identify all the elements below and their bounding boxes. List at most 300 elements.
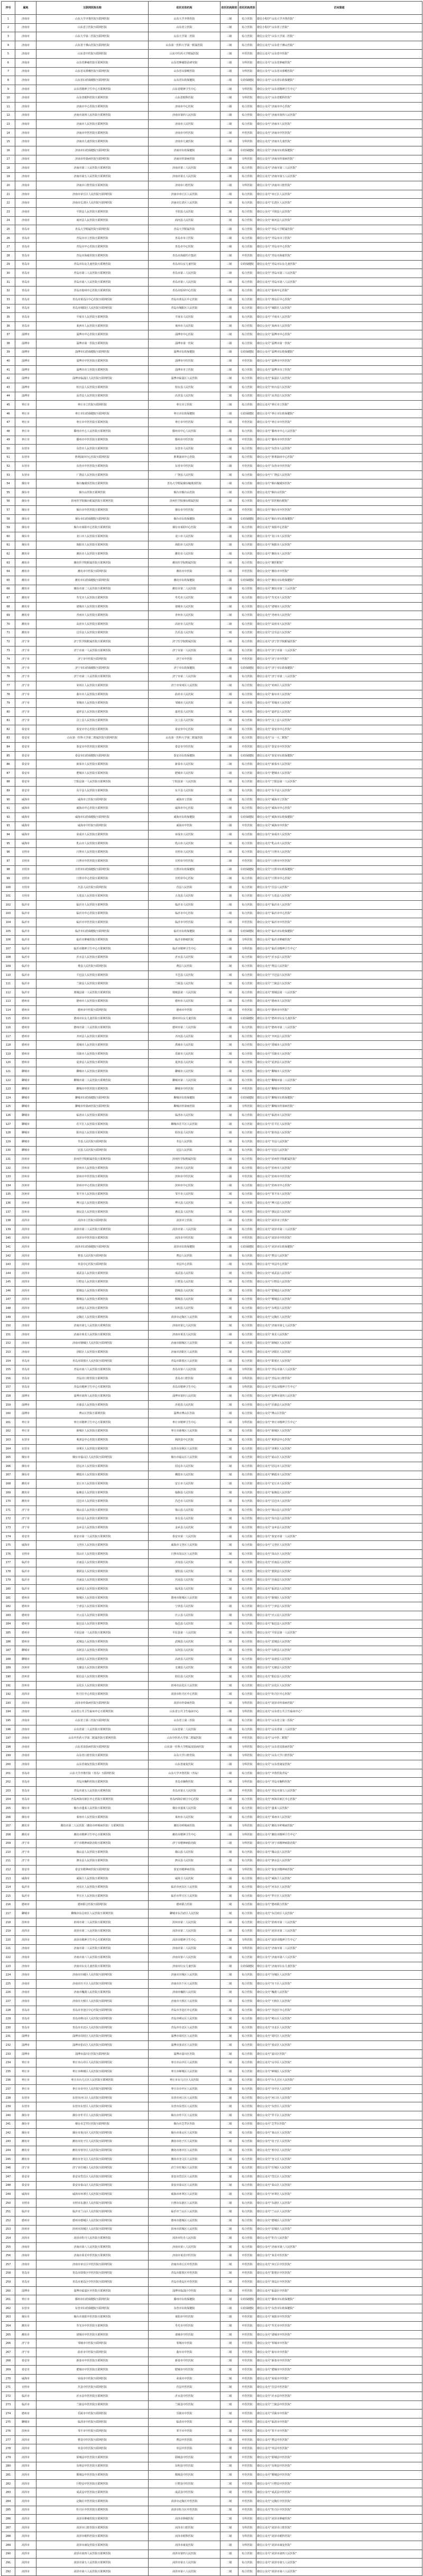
row-internet-hospital: 济南市槐荫人民医院互联网医院 bbox=[36, 1988, 149, 1997]
row-host-institution: 德州市中医院 bbox=[149, 1006, 220, 1015]
row-internet-hospital: 临沂市精神卫生中心互联网医院 bbox=[36, 944, 149, 953]
row-index: 88 bbox=[2, 778, 15, 787]
row-category: 综合医院 bbox=[238, 1716, 256, 1725]
row-index: 68 bbox=[2, 602, 15, 611]
row-category: 妇幼保健院 bbox=[238, 146, 256, 155]
row-level: 二级 bbox=[220, 980, 238, 989]
row-host-institution: 济南市章丘区人民医院 bbox=[149, 190, 220, 199]
row-category: 综合医院 bbox=[238, 1532, 256, 1541]
row-level: 三级 bbox=[220, 2304, 238, 2313]
row-access-channel: 微信公众号“黄岛区中心医院” bbox=[256, 296, 422, 304]
row-host-institution: 济南市长清区人民医院 bbox=[149, 199, 220, 208]
row-index: 277 bbox=[2, 2435, 15, 2444]
row-level: 二级 bbox=[220, 2418, 238, 2427]
row-host-institution: 青岛市中心医院 bbox=[149, 243, 220, 252]
row-access-channel: 微信公众号“夏津县人民医院” bbox=[256, 1058, 422, 1067]
table-row bbox=[2, 594, 422, 603]
row-access-channel: 微信公众号“山东省妇幼保健院” bbox=[256, 76, 422, 85]
row-internet-hospital: 济宁市任城区人民医院互联网医院 bbox=[36, 2164, 149, 2173]
row-access-channel: 微信公众号“历下区人民医院” bbox=[256, 1980, 422, 1989]
row-region: 潍坊市 bbox=[15, 602, 36, 611]
row-category: 综合医院 bbox=[238, 1313, 256, 1322]
row-category: 专科医院 bbox=[238, 944, 256, 953]
row-internet-hospital: 德州市中医院互联网医院 bbox=[36, 1006, 149, 1015]
row-category: 综合医院 bbox=[238, 497, 256, 506]
row-category: 综合医院 bbox=[238, 585, 256, 594]
row-access-channel: 微信公众号“博兴县人民医院” bbox=[256, 1199, 422, 1208]
table-row bbox=[2, 365, 422, 374]
row-internet-hospital: 济南市莱芜中医医院互联网医院 bbox=[36, 2251, 149, 2260]
row-index: 107 bbox=[2, 944, 15, 953]
row-host-institution: 德州市第二人民医院 bbox=[149, 1023, 220, 1032]
row-region: 枣庄市 bbox=[15, 418, 36, 427]
table-row bbox=[2, 602, 422, 611]
row-region: 日照市 bbox=[15, 874, 36, 883]
row-level: 二级 bbox=[220, 839, 238, 848]
row-index: 250 bbox=[2, 2199, 15, 2208]
table-row bbox=[2, 2462, 422, 2471]
row-access-channel: 微信公众号“沂源县人民医院” bbox=[256, 1400, 422, 1409]
row-host-institution: 济南市槐荫人民医院 bbox=[149, 1988, 220, 1997]
row-category: 综合医院 bbox=[238, 1883, 256, 1892]
row-region: 潍坊市 bbox=[15, 2330, 36, 2339]
row-internet-hospital: 五莲县人民医院互联网医院 bbox=[36, 892, 149, 901]
table-row bbox=[2, 1269, 422, 1278]
row-host-institution: 滕州市妇幼保健院 bbox=[149, 2295, 220, 2304]
table-body bbox=[2, 15, 422, 2576]
row-internet-hospital: 博山区医院互联网医院 bbox=[36, 1409, 149, 1418]
table-row bbox=[2, 743, 422, 752]
row-level: 三级 bbox=[220, 1866, 238, 1875]
row-access-channel: 微信公众号“曲阜市人民医院” bbox=[256, 690, 422, 699]
row-access-channel: 微信公众号“滕州市中医医院” bbox=[256, 436, 422, 445]
row-level: 三级 bbox=[220, 1076, 238, 1085]
row-level: 三级 bbox=[220, 365, 238, 374]
row-level: 三级 bbox=[220, 85, 238, 94]
row-host-institution: 泰安市精神病医院 bbox=[149, 1866, 220, 1875]
row-region: 烟台市 bbox=[15, 2129, 36, 2138]
row-index: 60 bbox=[2, 532, 15, 541]
row-internet-hospital: 垦利区人民医院互联网医院 bbox=[36, 1444, 149, 1453]
row-access-channel: 微信公众号“东港区人民医院” bbox=[256, 2199, 422, 2208]
row-internet-hospital: 枣庄市妇幼保健院互联网医院 bbox=[36, 409, 149, 418]
row-index: 139 bbox=[2, 1225, 15, 1234]
row-internet-hospital: 青岛市崂山区人民医院互联网医院 bbox=[36, 2015, 149, 2024]
row-index: 148 bbox=[2, 1304, 15, 1313]
row-category: 综合医院 bbox=[238, 1646, 256, 1655]
row-access-channel: 微信公众号“莱阳市中医医院” bbox=[256, 2313, 422, 2322]
row-internet-hospital: 菏泽市立医院互联网医院 bbox=[36, 1216, 149, 1225]
table-row bbox=[2, 1181, 422, 1190]
table-row bbox=[2, 374, 422, 383]
row-region: 日照市 bbox=[15, 2199, 36, 2208]
row-level: 二级 bbox=[220, 2049, 238, 2058]
row-host-institution: 青岛市胸科医院 bbox=[149, 1778, 220, 1787]
row-level: 二级 bbox=[220, 2550, 238, 2559]
row-host-institution: 德州市人民医院 bbox=[149, 997, 220, 1006]
row-category: 妇幼保健院 bbox=[238, 2304, 256, 2313]
row-host-institution: 日照市中心医院 bbox=[149, 874, 220, 883]
row-index: 256 bbox=[2, 2251, 15, 2260]
table-row bbox=[2, 514, 422, 523]
row-index: 182 bbox=[2, 1602, 15, 1611]
row-host-institution: 威海市妇幼保健院 bbox=[149, 813, 220, 822]
row-level: 二级 bbox=[220, 690, 238, 699]
row-host-institution: 济南市第五人民医院 bbox=[149, 172, 220, 181]
row-index: 264 bbox=[2, 2322, 15, 2331]
row-index: 158 bbox=[2, 1392, 15, 1401]
row-internet-hospital: 青岛市妇女儿童医院互联网医院 bbox=[36, 260, 149, 269]
row-internet-hospital: 临清市人民医院互联网医院 bbox=[36, 1111, 149, 1120]
row-region: 东营市 bbox=[15, 445, 36, 454]
row-host-institution: 山东省第二人民医院 bbox=[149, 1725, 220, 1734]
row-region: 青岛市 bbox=[15, 2006, 36, 2015]
row-region: 日照市 bbox=[15, 1549, 36, 1558]
row-index: 173 bbox=[2, 1524, 15, 1532]
row-index: 241 bbox=[2, 2120, 15, 2129]
row-index: 211 bbox=[2, 1857, 15, 1866]
row-category: 综合医院 bbox=[238, 2164, 256, 2173]
row-level: 三级 bbox=[220, 225, 238, 234]
row-category: 综合医院 bbox=[238, 690, 256, 699]
table-row bbox=[2, 1278, 422, 1287]
row-category: 综合医院 bbox=[238, 769, 256, 778]
row-index: 41 bbox=[2, 365, 15, 374]
row-category: 综合医院 bbox=[238, 41, 256, 50]
row-index: 46 bbox=[2, 409, 15, 418]
row-host-institution: 菏泽市肿瘤医院 bbox=[149, 2515, 220, 2524]
row-category: 专科医院 bbox=[238, 155, 256, 164]
row-internet-hospital: 淄博市中医医院互联网医院 bbox=[36, 357, 149, 366]
row-index: 153 bbox=[2, 1348, 15, 1357]
row-access-channel: 微信公众号“高青县人民医院” bbox=[256, 392, 422, 401]
table-row bbox=[2, 479, 422, 488]
row-internet-hospital: 青岛市城阳区人民医院互联网医院 bbox=[36, 304, 149, 313]
row-access-channel: 微信公众号“东昌府区人民医院” bbox=[256, 1909, 422, 1918]
row-region: 青岛市 bbox=[15, 1356, 36, 1365]
row-access-channel: 微信公众号“单县中心医院” bbox=[256, 1260, 422, 1269]
row-host-institution: 胜利油田中心医院 bbox=[149, 453, 220, 462]
table-row bbox=[2, 1190, 422, 1199]
row-host-institution: 济宁医学院附属医院 bbox=[149, 638, 220, 647]
row-internet-hospital: 肥城市人民医院互联网医院 bbox=[36, 769, 149, 778]
row-host-institution: 菏泽市牡丹人民医院 bbox=[149, 2234, 220, 2243]
row-internet-hospital: 菏泽市精神卫生中心互联网医院 bbox=[36, 1936, 149, 1945]
row-host-institution: 临清市人民医院 bbox=[149, 1111, 220, 1120]
row-host-institution: 菏泽市定陶区中医医院 bbox=[149, 2497, 220, 2506]
row-level: 三级 bbox=[220, 287, 238, 296]
row-internet-hospital: 滨州市第二人民医院互联网医院 bbox=[36, 1918, 149, 1927]
table-row bbox=[2, 383, 422, 392]
row-category: 中医医院 bbox=[238, 2435, 256, 2444]
row-level: 三级 bbox=[220, 348, 238, 357]
row-region: 青岛市 bbox=[15, 1374, 36, 1383]
row-category: 妇幼保健院 bbox=[238, 2295, 256, 2304]
row-access-channel: 微信公众号“福山区人民医院” bbox=[256, 1453, 422, 1462]
row-index: 236 bbox=[2, 2076, 15, 2085]
row-internet-hospital: 高青县人民医院互联网医院 bbox=[36, 392, 149, 401]
row-host-institution: 菏泽市妇幼保健院 bbox=[149, 1243, 220, 1252]
row-internet-hospital: 济南市第六人民医院互联网医院 bbox=[36, 1953, 149, 1962]
row-internet-hospital: 蒙阴县人民医院互联网医院 bbox=[36, 1567, 149, 1576]
row-region: 淄博市 bbox=[15, 2032, 36, 2041]
row-host-institution: 沂水县人民医院 bbox=[149, 953, 220, 962]
row-index: 174 bbox=[2, 1532, 15, 1541]
row-index: 143 bbox=[2, 1260, 15, 1269]
row-host-institution: 海阳市人民医院 bbox=[149, 541, 220, 550]
row-access-channel: 微信公众号“天桥区人民医院” bbox=[256, 1997, 422, 2006]
row-host-institution: 威海市环翠区人民医院 bbox=[149, 2190, 220, 2199]
row-level: 二级 bbox=[220, 2242, 238, 2251]
row-internet-hospital: 青岛市市北区人民医院互联网医院 bbox=[36, 2023, 149, 2032]
row-host-institution: 济南市第四人民医院 bbox=[149, 111, 220, 120]
row-internet-hospital: 威海市妇幼保健院互联网医院 bbox=[36, 813, 149, 822]
row-level: 三级 bbox=[220, 1014, 238, 1023]
row-host-institution: 沂源县人民医院 bbox=[149, 1400, 220, 1409]
row-internet-hospital: 淄博市临淄区中医院互联网医院 bbox=[36, 2286, 149, 2295]
row-level: 二级 bbox=[220, 962, 238, 971]
row-index: 91 bbox=[2, 804, 15, 813]
row-level: 二级 bbox=[220, 2085, 238, 2094]
row-level: 二级 bbox=[220, 1883, 238, 1892]
row-internet-hospital: 沾化区人民医院互联网医院 bbox=[36, 1681, 149, 1690]
hospital-table bbox=[1, 1, 422, 2576]
row-category: 综合医院 bbox=[238, 1207, 256, 1216]
row-index: 258 bbox=[2, 2269, 15, 2278]
row-host-institution: 聊城市第二人民医院 bbox=[149, 1076, 220, 1085]
row-internet-hospital: 潍坊市第二人民医院（潍坊市呼吸病医院）互联网医院 bbox=[36, 1822, 149, 1831]
row-level: 三级 bbox=[220, 655, 238, 664]
row-host-institution: 微山县人民医院 bbox=[149, 1848, 220, 1857]
row-internet-hospital: 德州市德城区人民医院互联网医院 bbox=[36, 2217, 149, 2226]
row-index: 90 bbox=[2, 795, 15, 804]
row-category: 妇幼保健院 bbox=[238, 1014, 256, 1023]
row-index: 136 bbox=[2, 1199, 15, 1208]
row-access-channel: 微信公众号“济南市人民医院” bbox=[256, 120, 422, 129]
table-row bbox=[2, 962, 422, 971]
row-level: 三级 bbox=[220, 681, 238, 690]
row-region: 潍坊市 bbox=[15, 2137, 36, 2146]
table-row bbox=[2, 787, 422, 796]
row-category: 综合医院 bbox=[238, 2111, 256, 2120]
table-row bbox=[2, 1734, 422, 1743]
row-access-channel: 微信公众号“山东省公共卫生临床中心” bbox=[256, 1707, 422, 1716]
row-host-institution: 青岛市第六人民医院 bbox=[149, 1365, 220, 1374]
table-row bbox=[2, 2444, 422, 2453]
table-row bbox=[2, 1392, 422, 1401]
row-category: 妇幼保健院 bbox=[238, 865, 256, 874]
row-index: 50 bbox=[2, 445, 15, 454]
row-access-channel: 微信公众号“泰安市妇幼保健院” bbox=[256, 751, 422, 760]
table-row bbox=[2, 2129, 422, 2138]
row-region: 济南市 bbox=[15, 15, 36, 24]
row-category: 妇幼保健院 bbox=[238, 1094, 256, 1103]
row-category: 综合医院 bbox=[238, 1620, 256, 1629]
row-category: 中医医院 bbox=[238, 1734, 256, 1743]
row-host-institution: 潍坊市妇幼保健院 bbox=[149, 576, 220, 585]
row-access-channel: 微信公众号“无棣县人民医院” bbox=[256, 1664, 422, 1673]
row-index: 232 bbox=[2, 2041, 15, 2050]
row-region: 临沂市 bbox=[15, 1576, 36, 1585]
row-access-channel: 微信公众号“周村区人民医院” bbox=[256, 2032, 422, 2041]
row-access-channel: 微信公众号“惠民县人民医院” bbox=[256, 1207, 422, 1216]
row-index: 159 bbox=[2, 1400, 15, 1409]
row-host-institution: 阳谷县人民医院 bbox=[149, 1129, 220, 1138]
row-category: 中医医院 bbox=[238, 462, 256, 471]
table-row bbox=[2, 2374, 422, 2383]
row-region: 济宁市 bbox=[15, 655, 36, 664]
row-internet-hospital: 山东省皮肤病医院互联网医院 bbox=[36, 1742, 149, 1751]
row-region: 东营市 bbox=[15, 1436, 36, 1445]
row-category: 综合医院 bbox=[238, 304, 256, 313]
row-internet-hospital: 青岛市第三人民医院互联网医院 bbox=[36, 269, 149, 278]
row-level: 二级 bbox=[220, 1549, 238, 1558]
row-region: 济南市 bbox=[15, 94, 36, 103]
table-row bbox=[2, 1102, 422, 1111]
row-internet-hospital: 青岛市第八人民医院互联网医院 bbox=[36, 278, 149, 287]
header-cell: 依托机构类别 bbox=[238, 2, 256, 15]
row-host-institution: 菏泽市第五人民医院 bbox=[149, 2559, 220, 2568]
table-row bbox=[2, 470, 422, 479]
table-row bbox=[2, 734, 422, 743]
row-internet-hospital: 烟台市莱山区人民医院互联网医院 bbox=[36, 2129, 149, 2138]
row-host-institution: 荣成市中医院 bbox=[149, 2374, 220, 2383]
row-level: 二级 bbox=[220, 1980, 238, 1989]
row-host-institution: 山东省立第三医院 bbox=[149, 1716, 220, 1725]
row-access-channel: 微信公众号“济宁市精神病防治院” bbox=[256, 1839, 422, 1848]
table-row bbox=[2, 296, 422, 304]
row-internet-hospital: 威海市环翠区人民医院互联网医院 bbox=[36, 2190, 149, 2199]
row-region: 泰安市 bbox=[15, 743, 36, 752]
row-access-channel: 微信公众号“青岛市第五人民医院” bbox=[256, 1786, 422, 1795]
row-region: 青岛市 bbox=[15, 2023, 36, 2032]
row-internet-hospital: 商河县人民医院互联网医院 bbox=[36, 216, 149, 225]
row-host-institution: 乐陵市人民医院 bbox=[149, 1050, 220, 1059]
table-row bbox=[2, 550, 422, 559]
table-row bbox=[2, 620, 422, 629]
row-host-institution: 潍坊医学院附属医院 bbox=[149, 558, 220, 567]
row-index: 138 bbox=[2, 1216, 15, 1225]
row-category: 综合医院 bbox=[238, 830, 256, 839]
row-category: 综合医院 bbox=[238, 1392, 256, 1401]
row-host-institution: 青岛市城阳区人民医院 bbox=[149, 304, 220, 313]
table-row bbox=[2, 1953, 422, 1962]
row-internet-hospital: 鄄城县人民医院互联网医院 bbox=[36, 1295, 149, 1304]
row-level: 二级 bbox=[220, 383, 238, 392]
table-row bbox=[2, 1699, 422, 1708]
row-region: 淄博市 bbox=[15, 339, 36, 348]
row-region: 临沂市 bbox=[15, 962, 36, 971]
row-host-institution: 烟台市芝罘区医院 bbox=[149, 2120, 220, 2129]
row-category: 综合医院 bbox=[238, 638, 256, 647]
table-row bbox=[2, 611, 422, 620]
table-row bbox=[2, 1058, 422, 1067]
row-index: 101 bbox=[2, 892, 15, 901]
row-access-channel: 微信公众号“招远市人民医院” bbox=[256, 1462, 422, 1471]
row-level: 二级 bbox=[220, 2567, 238, 2576]
row-index: 224 bbox=[2, 1971, 15, 1980]
row-category: 中医医院 bbox=[238, 2313, 256, 2322]
row-host-institution: 泰安市妇幼保健院 bbox=[149, 751, 220, 760]
row-host-institution: 菏泽市定陶区人民医院 bbox=[149, 1313, 220, 1322]
row-index: 152 bbox=[2, 1339, 15, 1348]
table-row bbox=[2, 436, 422, 445]
row-region: 青岛市 bbox=[15, 321, 36, 330]
row-index: 38 bbox=[2, 339, 15, 348]
row-access-channel: 微信公众号“宁阳县第一人民医院” bbox=[256, 778, 422, 787]
row-internet-hospital: 巨野县中医医院互联网医院 bbox=[36, 2479, 149, 2488]
row-index: 255 bbox=[2, 2242, 15, 2251]
row-internet-hospital: 淄博市第一医院互联网医院 bbox=[36, 339, 149, 348]
row-level: 二级 bbox=[220, 321, 238, 330]
row-level: 三级 bbox=[220, 1927, 238, 1936]
row-access-channel: 微信公众号“荣成市中医院” bbox=[256, 2374, 422, 2383]
row-level: 三级 bbox=[220, 646, 238, 655]
row-index: 209 bbox=[2, 1839, 15, 1848]
row-region: 菏泽市 bbox=[15, 2541, 36, 2550]
row-internet-hospital: 禹城市人民医院互联网医院 bbox=[36, 1041, 149, 1050]
row-index: 67 bbox=[2, 594, 15, 603]
row-level: 三级 bbox=[220, 769, 238, 778]
row-category: 中医医院 bbox=[238, 857, 256, 866]
row-level: 二级 bbox=[220, 778, 238, 787]
row-level: 三级 bbox=[220, 76, 238, 85]
row-access-channel: 微信公众号“昌邑市人民医院” bbox=[256, 1497, 422, 1506]
table-row bbox=[2, 1980, 422, 1989]
table-row bbox=[2, 1356, 422, 1365]
header-cell: 访问渠道 bbox=[256, 2, 422, 15]
row-level: 二级 bbox=[220, 2339, 238, 2348]
row-category: 综合医院 bbox=[238, 892, 256, 901]
row-access-channel: 微信公众号“平邑县人民医院” bbox=[256, 971, 422, 980]
row-access-channel: 微信公众号“滨州市中医医院” bbox=[256, 1172, 422, 1181]
row-access-channel: 微信公众号“梁山县人民医院” bbox=[256, 1506, 422, 1515]
table-row bbox=[2, 2366, 422, 2375]
row-access-channel: 微信公众号“利津县中心医院” bbox=[256, 1436, 422, 1445]
row-internet-hospital: 泰安市妇幼保健院互联网医院 bbox=[36, 751, 149, 760]
row-host-institution: 乳山市人民医院 bbox=[149, 839, 220, 848]
row-level: 二级 bbox=[220, 1892, 238, 1901]
row-index: 133 bbox=[2, 1172, 15, 1181]
table-row bbox=[2, 155, 422, 164]
row-region: 威海市 bbox=[15, 2374, 36, 2383]
row-category: 综合医院 bbox=[238, 392, 256, 401]
row-internet-hospital: 郓城县中医医院互联网医院 bbox=[36, 2453, 149, 2462]
row-access-channel: 微信公众号“河口区人民医院” bbox=[256, 2093, 422, 2102]
row-index: 234 bbox=[2, 2058, 15, 2067]
row-host-institution: 日照市岚山区人民医院 bbox=[149, 1549, 220, 1558]
row-access-channel: 微信公众号“章丘区人民医院” bbox=[256, 190, 422, 199]
row-region: 济南市 bbox=[15, 1988, 36, 1997]
row-host-institution: 青岛市妇女儿童医院 bbox=[149, 260, 220, 269]
row-level: 三级 bbox=[220, 594, 238, 603]
table-row bbox=[2, 558, 422, 567]
row-access-channel: 微信公众号“岱岳区人民医院” bbox=[256, 2173, 422, 2182]
table-row bbox=[2, 2041, 422, 2050]
row-level: 二级 bbox=[220, 1909, 238, 1918]
row-host-institution: 济南市妇女儿童医院 bbox=[149, 1962, 220, 1971]
row-category: 综合医院 bbox=[238, 1611, 256, 1620]
table-row bbox=[2, 1251, 422, 1260]
row-index: 254 bbox=[2, 2234, 15, 2243]
row-access-channel: 微信公众号“济南市口腔医院” bbox=[256, 181, 422, 190]
row-access-channel: 微信公众号“青岛市口腔医院” bbox=[256, 1374, 422, 1383]
row-index: 63 bbox=[2, 558, 15, 567]
row-access-channel: 微信公众号“潍坊市精神卫生中心” bbox=[256, 1830, 422, 1839]
table-row bbox=[2, 453, 422, 462]
row-access-channel: 微信公众号“定陶区中医医院” bbox=[256, 2497, 422, 2506]
row-region: 临沂市 bbox=[15, 1585, 36, 1594]
